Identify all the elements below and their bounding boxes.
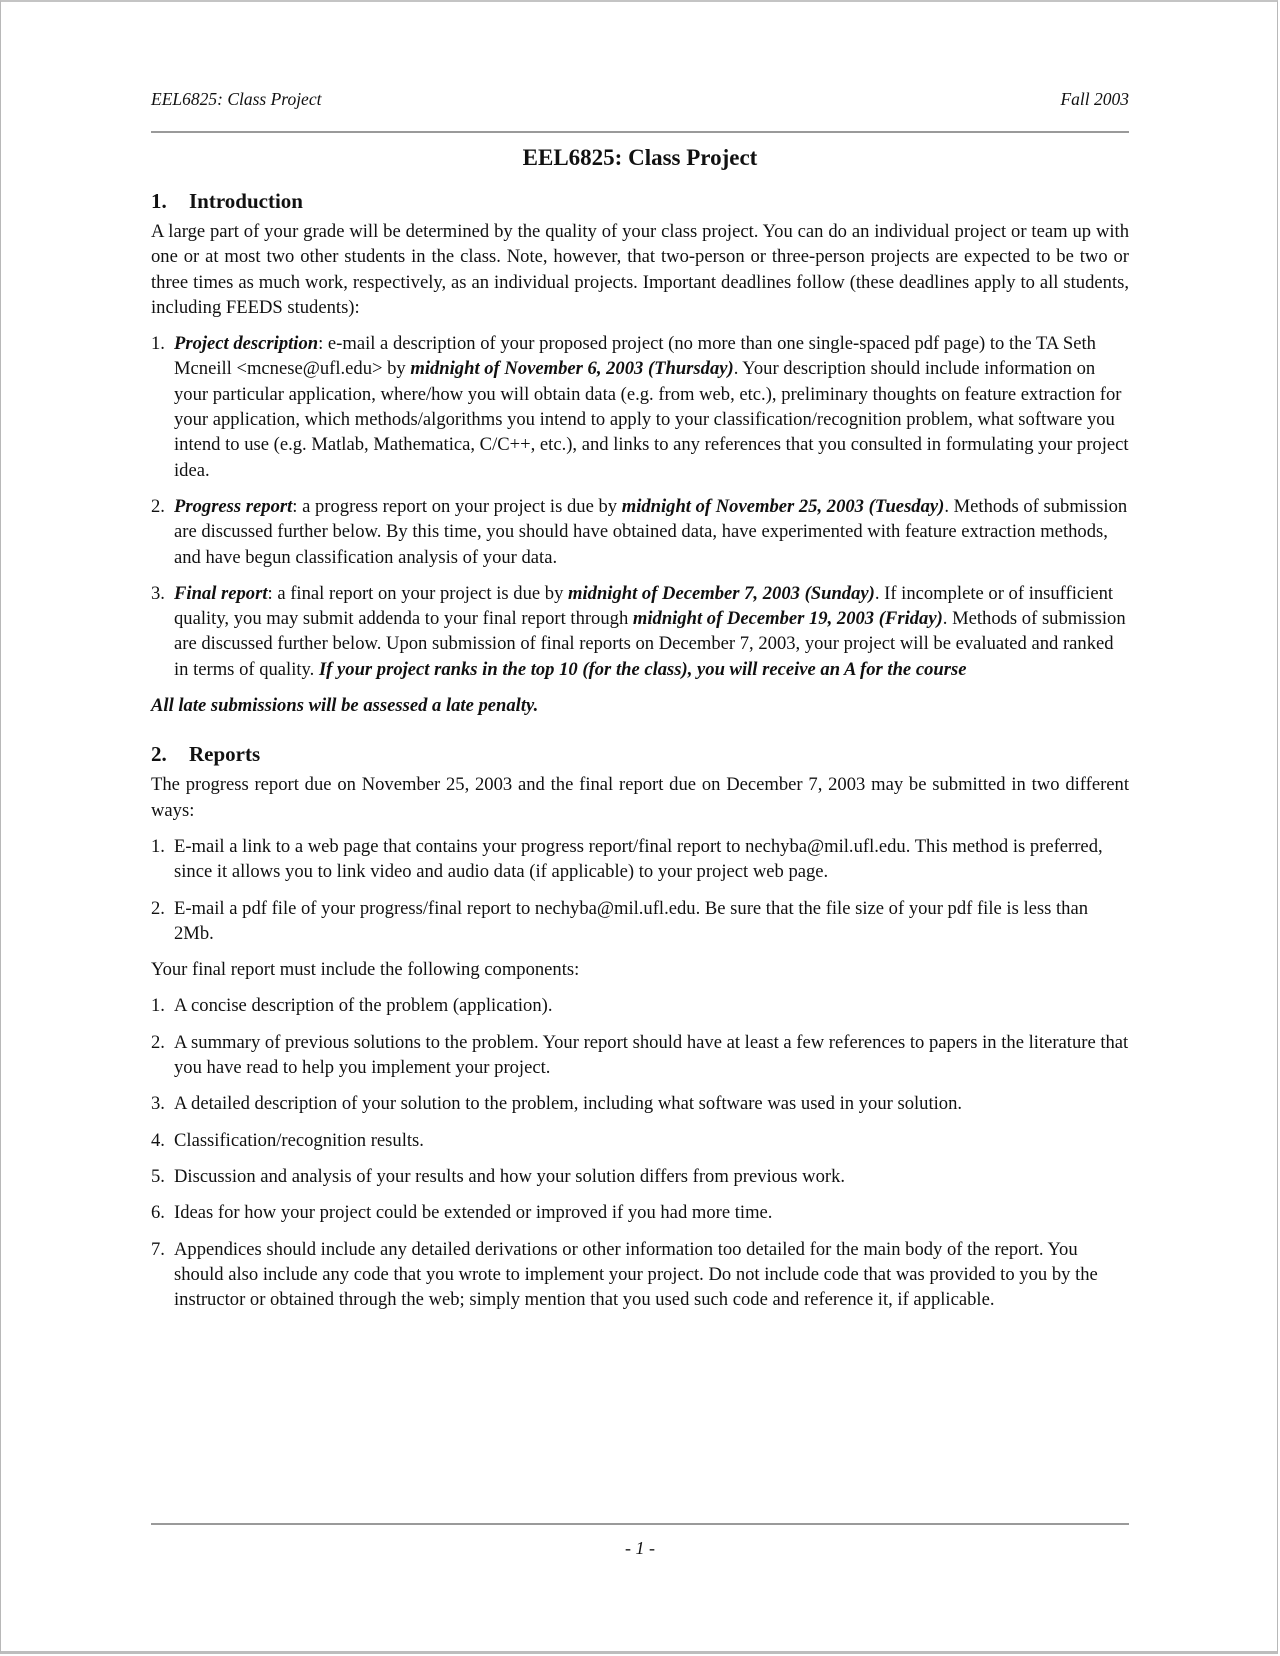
text-run: : e-mail a description of your proposed project (no more than one single-spaced pdf page) to the TA Seth Mcneill <mcnese@ufl.edu> by: [174, 333, 1096, 380]
text-run: . Methods of submission are discussed further below. Upon submission of final reports on December 7, 2003, your project will be evaluated and ranked in terms of quality.: [174, 608, 1126, 680]
list-item: 1. E-mail a link to a web page that contains your progress report/final report to nechyba@mil.ufl.edu. This method is preferred, since it allows you to link video and audio data (if applicable) to your project web page.: [151, 835, 1103, 883]
components-list: [151, 993, 1129, 1312]
list-item: [151, 581, 1129, 682]
header-term: Fall 2003: [1060, 89, 1129, 109]
list-item: [151, 494, 1129, 570]
components-intro: Your final report must include the following components:: [151, 959, 580, 981]
text-run: . If incomplete or of insufficient quality, you may submit addenda to your final report through: [174, 582, 1114, 630]
footer-rule: [151, 1523, 1129, 1525]
intro-paragraph: A large part of your grade will be determined by the quality of your class project. You can do an individual project or team up with one or at most two other students in the class. Note, however, that two-person or three-person projects are expected to be two or three times as much work, respectively, as an individual projects. Important deadlines follow (these deadlines apply to all students, including FEEDS students):: [151, 221, 1129, 318]
text-run: . Methods of submission are discussed further below. By this time, you should have obtained data, have experimented with feature extraction methods, and have begun classification analysis of your data.: [174, 495, 1128, 568]
emphasis-text: If your project ranks in the top 10 (for the class), you will receive an A for the course: [318, 658, 967, 680]
list-number: 1.: [151, 333, 165, 355]
emphasis-text: midnight of December 19, 2003 (Friday): [632, 608, 943, 630]
document-body: [151, 143, 1129, 1312]
text-run: . Your description should include information on your particular application, where/how you will obtain data (e.g. from web, etc.), preliminary thoughts on feature extraction for your application, which methods/algorithms you intend to apply to your classification/recognition problem, what software you intend to use (e.g. Matlab, Mathematica, C/C++, etc.), and links to any references that you consulted in formulating your project idea.: [174, 358, 1129, 481]
section-heading-reports: 2. Reports: [151, 742, 261, 767]
list-item: [151, 331, 1129, 483]
emphasis-text: Project description: [174, 333, 319, 355]
list-number: 3.: [151, 582, 165, 604]
document-title: EEL6825: Class Project: [522, 145, 758, 170]
list-item: 3. A detailed description of your solution to the problem, including what software was used in your solution.: [151, 1093, 963, 1115]
list-item: 4. Classification/recognition results.: [151, 1129, 424, 1151]
deadline-list: [151, 331, 1129, 682]
list-number: 2.: [151, 495, 165, 517]
list-item: 7. Appendices should include any detailed derivations or other information too detailed for the main body of the report. You should also include any code that you wrote to implement your project. Do not include code that was provided to you by the instructor or obtained through the web; simply mention that you used such code and reference it, if applicable.: [151, 1238, 1098, 1311]
section-heading-introduction: 1. Introduction: [151, 189, 303, 213]
list-item: 5. Discussion and analysis of your results and how your solution differs from previous work.: [151, 1165, 846, 1187]
late-penalty-notice: All late submissions will be assessed a late penalty.: [151, 695, 539, 717]
emphasis-text: Progress report: [174, 495, 293, 517]
reports-paragraph: The progress report due on November 25, 2003 and the final report due on December 7, 2003 may be submitted in two different ways:: [151, 774, 1129, 821]
list-item: 2. E-mail a pdf file of your progress/final report to nechyba@mil.ufl.edu. Be sure that the file size of your pdf file is less than 2Mb.: [151, 897, 1089, 944]
submission-methods-list: [151, 834, 1129, 946]
list-item: 6. Ideas for how your project could be extended or improved if you had more time.: [151, 1202, 773, 1224]
header-rule: [151, 131, 1129, 133]
emphasis-text: midnight of November 25, 2003 (Tuesday): [621, 495, 945, 517]
running-header: [151, 89, 1129, 110]
emphasis-text: Final report: [174, 582, 268, 604]
emphasis-text: midnight of December 7, 2003 (Sunday): [568, 582, 875, 604]
list-item: 2. A summary of previous solutions to the problem. Your report should have at least a few references to papers in the literature that you have read to help you implement your project.: [151, 1031, 1129, 1079]
text-run: : a final report on your project is due by: [267, 582, 569, 604]
page-number: - 1 -: [625, 1538, 655, 1558]
text-run: : a progress report on your project is due by: [292, 495, 622, 517]
header-course: EEL6825: Class Project: [151, 89, 322, 109]
emphasis-text: midnight of November 6, 2003 (Thursday): [410, 358, 734, 380]
list-item: 1. A concise description of the problem (application).: [151, 995, 553, 1017]
